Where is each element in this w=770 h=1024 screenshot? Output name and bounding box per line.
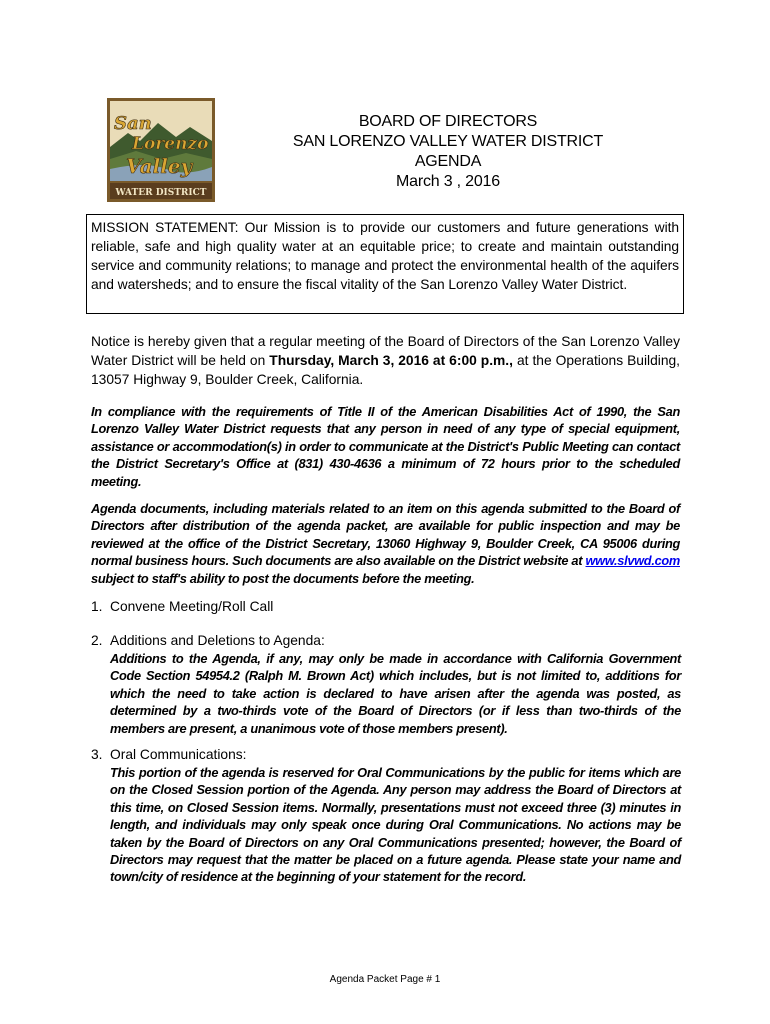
agenda-item-number: 2. bbox=[91, 633, 103, 648]
district-website-link[interactable]: www.slvwd.com bbox=[585, 553, 680, 569]
page-footer: Agenda Packet Page # 1 bbox=[329, 974, 441, 985]
agenda-item-title: Oral Communications: bbox=[110, 747, 247, 762]
notice-text-end: at the Operations Building, 13057 Highway 9, Boulder Creek, California. bbox=[91, 353, 681, 387]
logo-text-lorenzo: Lorenzo bbox=[132, 134, 209, 154]
notice-date-time: Thursday, March 3, 2016 at 6:00 p.m., bbox=[269, 353, 513, 368]
logo-banner: WATER DISTRICT bbox=[115, 188, 207, 198]
ada-compliance-notice: In compliance with the requirements of Title II of the American Disabilities Act of 1990, the San Lorenzo Valley Water District requests that any person in need of any type of special equipment, assistance or accommodation(s) in order to communicate at the District's Public Meeting can contact the District Secretary's Office at (831) 430-4636 a minimum of 72 hours prior to the scheduled meeting. bbox=[91, 404, 680, 489]
header-district: SAN LORENZO VALLEY WATER DISTRICT bbox=[292, 133, 604, 150]
header-board: BOARD OF DIRECTORS bbox=[358, 113, 538, 130]
district-logo-image bbox=[106, 97, 216, 203]
header-agenda: AGENDA bbox=[414, 153, 482, 170]
agenda-item-1 bbox=[91, 597, 681, 616]
agenda-item-description: Additions to the Agenda, if any, may only be made in accordance with California Government Code Section 54954.2 (Ralph M. Brown Act) which includes, but is not limited to, additions for which the need to take action is declared to have arisen after the agenda was posted, as determined by a two-thirds vote of the Board of Directors (or if less than two-thirds of the members are present, a unanimous vote of those members present). bbox=[110, 651, 681, 736]
agenda-item-description: This portion of the agenda is reserved for Oral Communications by the public for items which are on the Closed Session portion of the Agenda. Any person may address the Board of Directors at this time, on Closed Session items. Normally, presentations must not exceed three (3) minutes in length, and individuals may only speak once during Oral Communications. No actions may be taken by the Board of Directors on any Oral Communications presented; however, the Board of Directors may request that the matter be placed on a future agenda. Please state your name and town/city of residence at the beginning of your statement for the record. bbox=[110, 765, 681, 885]
agenda-item-title: Convene Meeting/Roll Call bbox=[110, 599, 274, 614]
agenda-item-title: Additions and Deletions to Agenda: bbox=[110, 633, 325, 648]
agenda-documents-notice bbox=[91, 500, 680, 587]
agenda-item-3 bbox=[91, 745, 681, 886]
agenda-item-number: 3. bbox=[91, 747, 103, 762]
logo-text-san: San bbox=[114, 113, 152, 134]
header-date: March 3 , 2016 bbox=[396, 173, 500, 190]
mission-statement: MISSION STATEMENT: Our Mission is to provide our customers and future generations with reliable, safe and high quality water at an equitable price; to create and maintain outstanding service and community relations; to manage and protect the environmental health of the aquifers and watersheds; and to ensure the fiscal vitality of the San Lorenzo Valley Water District. bbox=[86, 214, 684, 314]
district-logo bbox=[106, 97, 216, 203]
agenda-item-number: 1. bbox=[91, 599, 103, 614]
agenda-header bbox=[230, 112, 666, 192]
meeting-notice bbox=[91, 332, 680, 389]
agenda-docs-text-end: subject to staff's ability to post the documents before the meeting. bbox=[91, 570, 475, 586]
logo-text-valley: Valley bbox=[126, 154, 193, 178]
agenda-docs-text-start: Agenda documents, including materials related to an item on this agenda submitted to the Board of Directors after distribution of the agenda packet, are available for public inspection and may be reviewed at the office of the District Secretary, 13060 Highway 9, Boulder Creek, CA 95006 during normal business hours. Such documents are also available on the District website at bbox=[91, 501, 680, 569]
notice-text-start: Notice is hereby given that a regular meeting of the Board of Directors of the San Lorenzo Valley Water District will be held on bbox=[91, 334, 680, 368]
agenda-item-2 bbox=[91, 631, 681, 737]
